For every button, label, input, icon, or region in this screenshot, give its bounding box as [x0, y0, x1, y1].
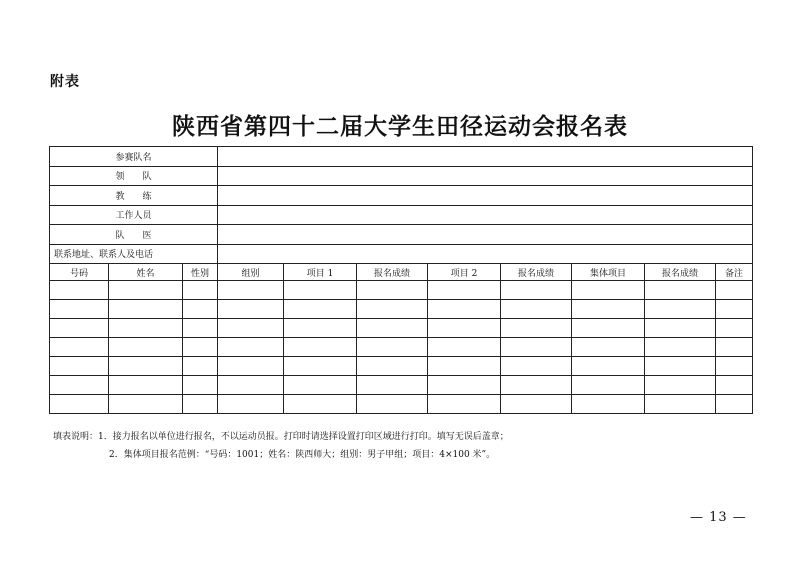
- entry-cell[interactable]: [218, 319, 284, 338]
- entry-cell[interactable]: [716, 319, 753, 338]
- entry-cell[interactable]: [572, 300, 645, 319]
- info-label: 队 医: [50, 225, 218, 245]
- entry-cell[interactable]: [428, 281, 501, 300]
- info-value-field[interactable]: [218, 186, 753, 206]
- entry-cell[interactable]: [572, 319, 645, 338]
- entry-cell[interactable]: [645, 376, 716, 395]
- info-row-coach: [50, 186, 753, 206]
- entry-cell[interactable]: [501, 281, 572, 300]
- entry-cell[interactable]: [218, 357, 284, 376]
- entry-cell[interactable]: [645, 300, 716, 319]
- entry-cell[interactable]: [357, 376, 428, 395]
- info-row-contact: [50, 244, 753, 264]
- entry-cell[interactable]: [284, 357, 357, 376]
- info-label: 教 练: [50, 186, 218, 206]
- entry-cell[interactable]: [183, 357, 218, 376]
- info-value-field[interactable]: [218, 225, 753, 245]
- entry-cell[interactable]: [218, 395, 284, 414]
- entry-cell[interactable]: [501, 300, 572, 319]
- column-header-entry-mark-2: 报名成绩: [501, 264, 572, 281]
- entry-cell[interactable]: [284, 281, 357, 300]
- form-title: 陕西省第四十二届大学生田径运动会报名表: [172, 113, 628, 140]
- column-header-entry-mark-1: 报名成绩: [357, 264, 428, 281]
- entry-cell[interactable]: [183, 338, 218, 357]
- registration-table: [49, 146, 753, 414]
- entry-cell[interactable]: [501, 319, 572, 338]
- entry-cell[interactable]: [284, 395, 357, 414]
- entry-cell[interactable]: [218, 281, 284, 300]
- entry-cell[interactable]: [109, 357, 183, 376]
- entry-cell[interactable]: [428, 338, 501, 357]
- column-header-row: [50, 264, 753, 281]
- entry-cell[interactable]: [716, 376, 753, 395]
- info-value-field[interactable]: [218, 205, 753, 225]
- entry-cell[interactable]: [645, 281, 716, 300]
- info-row-team-name: [50, 147, 753, 167]
- entry-row: [50, 357, 753, 376]
- entry-cell[interactable]: [183, 300, 218, 319]
- column-header-number: 号码: [50, 264, 109, 281]
- entry-cell[interactable]: [501, 357, 572, 376]
- entry-cell[interactable]: [50, 376, 109, 395]
- entry-cell[interactable]: [50, 338, 109, 357]
- entry-cell[interactable]: [183, 319, 218, 338]
- entry-cell[interactable]: [428, 319, 501, 338]
- form-instructions: [53, 428, 509, 464]
- appendix-label: 附表: [50, 74, 80, 90]
- entry-cell[interactable]: [109, 395, 183, 414]
- column-header-entry-mark-3: 报名成绩: [645, 264, 716, 281]
- column-header-remarks: 备注: [716, 264, 753, 281]
- info-row-team-leader: [50, 166, 753, 186]
- column-header-team-event: 集体项目: [572, 264, 645, 281]
- entry-cell[interactable]: [50, 300, 109, 319]
- instruction-line-2: 2．集体项目报名范例：“号码：1001；姓名：陕西师大；组别：男子甲组；项目：4×100 米”。: [109, 450, 496, 460]
- entry-cell[interactable]: [645, 338, 716, 357]
- entry-cell[interactable]: [501, 395, 572, 414]
- instruction-line-1: 填表说明：1．接力报名以单位进行报名，不以运动员报。打印时请选择设置打印区域进行打印。填写无误后盖章；: [53, 432, 509, 442]
- entry-cell[interactable]: [50, 319, 109, 338]
- entry-cell[interactable]: [284, 319, 357, 338]
- entry-cell[interactable]: [716, 395, 753, 414]
- entry-row: [50, 300, 753, 319]
- entry-cell[interactable]: [218, 338, 284, 357]
- entry-cell[interactable]: [218, 300, 284, 319]
- entry-cell[interactable]: [357, 357, 428, 376]
- entry-cell[interactable]: [645, 319, 716, 338]
- entry-cell[interactable]: [284, 338, 357, 357]
- entry-cell[interactable]: [109, 319, 183, 338]
- info-row-team-doctor: [50, 225, 753, 245]
- entry-cell[interactable]: [50, 281, 109, 300]
- entry-cell[interactable]: [572, 357, 645, 376]
- entry-cell[interactable]: [109, 338, 183, 357]
- info-label: 领 队: [50, 166, 218, 186]
- entry-cell[interactable]: [428, 300, 501, 319]
- entry-cell[interactable]: [183, 281, 218, 300]
- entry-cell[interactable]: [50, 357, 109, 376]
- entry-cell[interactable]: [645, 395, 716, 414]
- entry-cell[interactable]: [357, 281, 428, 300]
- entry-cell[interactable]: [357, 395, 428, 414]
- entry-cell[interactable]: [716, 357, 753, 376]
- entry-cell[interactable]: [50, 395, 109, 414]
- entry-cell[interactable]: [572, 395, 645, 414]
- entry-cell[interactable]: [428, 395, 501, 414]
- entry-cell[interactable]: [572, 376, 645, 395]
- entry-cell[interactable]: [501, 338, 572, 357]
- column-header-group: 组别: [218, 264, 284, 281]
- info-value-field[interactable]: [218, 244, 753, 264]
- entry-cell[interactable]: [428, 376, 501, 395]
- entry-row: [50, 395, 753, 414]
- entry-cell[interactable]: [357, 300, 428, 319]
- entry-cell[interactable]: [109, 376, 183, 395]
- info-row-staff: [50, 205, 753, 225]
- entry-cell[interactable]: [645, 357, 716, 376]
- entry-row: [50, 376, 753, 395]
- entry-cell[interactable]: [218, 376, 284, 395]
- entry-cell[interactable]: [716, 281, 753, 300]
- info-label: 参赛队名: [50, 147, 218, 167]
- column-header-event-2: 项目 2: [428, 264, 501, 281]
- entry-row: [50, 281, 753, 300]
- info-value-field[interactable]: [218, 166, 753, 186]
- entry-cell[interactable]: [183, 376, 218, 395]
- info-label: 工作人员: [50, 205, 218, 225]
- entry-cell[interactable]: [357, 338, 428, 357]
- entry-cell[interactable]: [183, 395, 218, 414]
- entry-cell[interactable]: [572, 281, 645, 300]
- entry-cell[interactable]: [109, 300, 183, 319]
- column-header-gender: 性别: [183, 264, 218, 281]
- entry-cell[interactable]: [572, 338, 645, 357]
- entry-cell[interactable]: [284, 376, 357, 395]
- entry-cell[interactable]: [716, 338, 753, 357]
- page-number: — 13 —: [690, 510, 747, 525]
- column-header-name: 姓名: [109, 264, 183, 281]
- entry-row: [50, 338, 753, 357]
- entry-cell[interactable]: [716, 300, 753, 319]
- entry-cell[interactable]: [428, 357, 501, 376]
- entry-cell[interactable]: [109, 281, 183, 300]
- info-label: 联系地址、联系人及电话: [50, 244, 218, 264]
- entry-cell[interactable]: [501, 376, 572, 395]
- entry-row: [50, 319, 753, 338]
- info-value-field[interactable]: [218, 147, 753, 167]
- entry-cell[interactable]: [357, 319, 428, 338]
- column-header-event-1: 项目 1: [284, 264, 357, 281]
- entry-cell[interactable]: [284, 300, 357, 319]
